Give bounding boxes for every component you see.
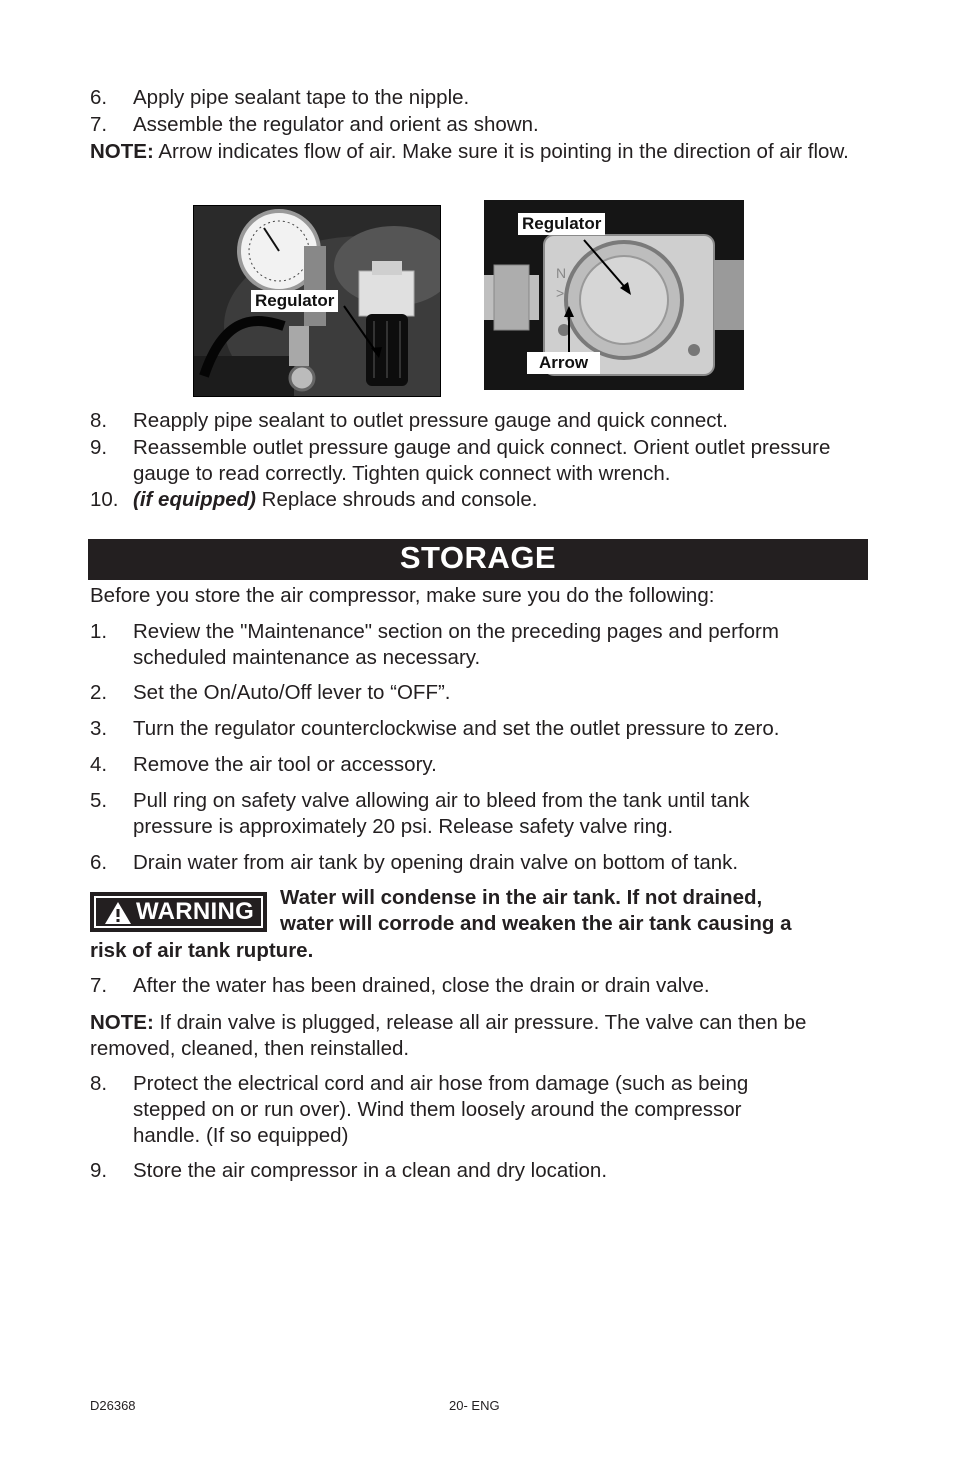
step-number: 3. [90, 717, 108, 740]
svg-text:>: > [556, 285, 565, 301]
warning-text-line: Water will condense in the air tank. If not drained, [280, 886, 763, 909]
step-text: Assemble the regulator and orient as shown. [133, 113, 539, 136]
step-text: Pull ring on safety valve allowing air to bleed from the tank until tank pressure is approximately 20 psi. Release safety valve ring. [133, 789, 750, 838]
step-number: 9. [90, 1159, 108, 1182]
step-text: Apply pipe sealant tape to the nipple. [133, 86, 470, 109]
note-air-flow [90, 139, 868, 165]
step-number: 4. [90, 753, 108, 776]
step-number: 7. [90, 113, 108, 136]
step-text: Protect the electrical cord and air hose from damage (such as being stepped on or run over). Wind them loosely around the compressor handle. (If so equipped) [133, 1072, 749, 1147]
regulator-callout: Regulator [251, 290, 338, 312]
document-id: D26368 [90, 1398, 136, 1413]
section-title: STORAGE [399, 540, 557, 575]
step-text: Review the "Maintenance" section on the preceding pages and perform scheduled maintenance as necessary. [133, 620, 779, 669]
step-number: 6. [90, 851, 108, 874]
step-text: After the water has been drained, close the drain or drain valve. [133, 974, 710, 997]
step-text: Drain water from air tank by opening drain valve on bottom of tank. [133, 851, 739, 874]
warning-triangle-icon [104, 901, 132, 925]
step-number: 6. [90, 86, 108, 109]
regulator-photo-left [193, 205, 441, 397]
regulator-callout: Regulator [518, 213, 605, 235]
note-drain-valve [90, 1010, 868, 1062]
note-label: NOTE: [90, 140, 154, 163]
step-text-if-equipped [133, 487, 868, 513]
step-number: 1. [90, 620, 108, 643]
step-text: Store the air compressor in a clean and dry location. [133, 1159, 608, 1182]
intro-text: Before you store the air compressor, make sure you do the following: [90, 584, 715, 607]
regulator-photo-right [484, 200, 744, 390]
section-banner [88, 539, 868, 580]
step-number: 2. [90, 681, 108, 704]
warning-badge [90, 892, 267, 932]
warning-text-line: water will corrode and weaken the air tank causing a [280, 912, 792, 935]
step-number: 5. [90, 789, 108, 812]
step-number: 10. [90, 488, 119, 511]
warning-text-line: risk of air tank rupture. [90, 939, 314, 962]
note-text: If drain valve is plugged, release all air pressure. The valve can then be removed, cleaned, then reinstalled. [90, 1011, 807, 1060]
svg-text:N: N [556, 265, 567, 281]
arrow-callout: Arrow [527, 352, 600, 374]
step-number: 9. [90, 436, 108, 459]
emphasis: (if equipped) [133, 488, 256, 511]
step-number: 8. [90, 409, 108, 432]
step-number: 7. [90, 974, 108, 997]
step-text: Set the On/Auto/Off lever to “OFF”. [133, 681, 451, 704]
note-text: Arrow indicates flow of air. Make sure it is pointing in the direction of air flow. [153, 140, 849, 163]
step-text: Reapply pipe sealant to outlet pressure gauge and quick connect. [133, 409, 728, 432]
step-text: Remove the air tool or accessory. [133, 753, 437, 776]
warning-label: WARNING [136, 898, 255, 925]
step-number: 8. [90, 1072, 108, 1095]
step-text: Replace shrouds and console. [255, 488, 538, 511]
page-number: 20- ENG [449, 1398, 500, 1413]
step-text: Reassemble outlet pressure gauge and quick connect. Orient outlet pressure gauge to read correctly. Tighten quick connect with wrench. [133, 436, 831, 485]
step-text: Turn the regulator counterclockwise and set the outlet pressure to zero. [133, 717, 780, 740]
note-label: NOTE: [90, 1011, 154, 1034]
